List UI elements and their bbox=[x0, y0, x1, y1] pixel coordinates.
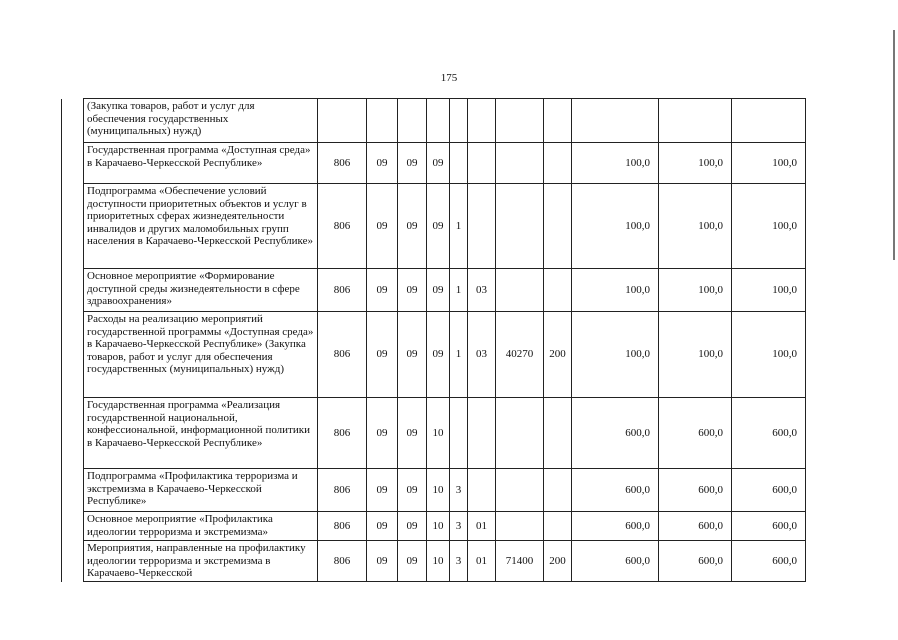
blank-cell bbox=[62, 143, 84, 184]
cell-expense-type bbox=[544, 184, 572, 269]
cell-subsection: 09 bbox=[398, 312, 427, 398]
cell-amount-2: 100,0 bbox=[659, 184, 732, 269]
cell-program: 09 bbox=[427, 269, 450, 312]
blank-cell bbox=[62, 469, 84, 512]
cell-direction bbox=[496, 469, 544, 512]
row-name: Государственная программа «Доступная среда» в Карачаево-Черкесской Республике» bbox=[84, 143, 318, 184]
cell-subprogram bbox=[450, 398, 468, 469]
cell-direction bbox=[496, 512, 544, 541]
cell-activity: 03 bbox=[468, 269, 496, 312]
table-body bbox=[62, 99, 806, 582]
cell-expense-type: 200 bbox=[544, 312, 572, 398]
cell-subsection: 09 bbox=[398, 512, 427, 541]
cell-direction: 71400 bbox=[496, 541, 544, 582]
cell-expense-type bbox=[544, 269, 572, 312]
cell-subsection: 09 bbox=[398, 541, 427, 582]
cell-section: 09 bbox=[367, 541, 398, 582]
cell-subprogram: 1 bbox=[450, 269, 468, 312]
cell-program: 09 bbox=[427, 143, 450, 184]
cell-section: 09 bbox=[367, 312, 398, 398]
cell-program: 10 bbox=[427, 512, 450, 541]
cell-expense-type bbox=[544, 512, 572, 541]
cell-expense-type bbox=[544, 143, 572, 184]
table-row bbox=[62, 512, 806, 541]
cell-ministry: 806 bbox=[318, 143, 367, 184]
table-row bbox=[62, 469, 806, 512]
cell-amount-2: 600,0 bbox=[659, 541, 732, 582]
table-row bbox=[62, 143, 806, 184]
cell-direction bbox=[496, 99, 544, 143]
cell-ministry: 806 bbox=[318, 398, 367, 469]
cell-subprogram: 3 bbox=[450, 541, 468, 582]
cell-section: 09 bbox=[367, 184, 398, 269]
cell-amount-3: 600,0 bbox=[732, 398, 806, 469]
cell-amount-1: 600,0 bbox=[572, 469, 659, 512]
cell-amount-2: 100,0 bbox=[659, 269, 732, 312]
cell-direction bbox=[496, 269, 544, 312]
cell-ministry: 806 bbox=[318, 541, 367, 582]
cell-direction bbox=[496, 143, 544, 184]
cell-amount-3: 100,0 bbox=[732, 184, 806, 269]
blank-cell bbox=[62, 269, 84, 312]
cell-amount-3: 600,0 bbox=[732, 469, 806, 512]
blank-cell bbox=[62, 541, 84, 582]
cell-amount-3: 600,0 bbox=[732, 541, 806, 582]
cell-section: 09 bbox=[367, 512, 398, 541]
table-row bbox=[62, 541, 806, 582]
cell-section: 09 bbox=[367, 269, 398, 312]
cell-activity: 03 bbox=[468, 312, 496, 398]
blank-cell bbox=[62, 184, 84, 269]
cell-section: 09 bbox=[367, 469, 398, 512]
cell-activity bbox=[468, 143, 496, 184]
cell-program: 09 bbox=[427, 312, 450, 398]
cell-program: 10 bbox=[427, 541, 450, 582]
table-row bbox=[62, 312, 806, 398]
cell-amount-1: 100,0 bbox=[572, 312, 659, 398]
cell-amount-1: 100,0 bbox=[572, 143, 659, 184]
cell-program: 10 bbox=[427, 398, 450, 469]
row-name: Расходы на реализацию мероприятий государственной программы «Доступная среда» в Карачаево-Черкесской Республике» (Закупка товаров, работ и услуг для обеспечения государственных (муниципальных) нужд) bbox=[84, 312, 318, 398]
cell-amount-1: 100,0 bbox=[572, 269, 659, 312]
cell-activity bbox=[468, 184, 496, 269]
cell-program: 10 bbox=[427, 469, 450, 512]
cell-ministry: 806 bbox=[318, 269, 367, 312]
cell-subsection bbox=[398, 99, 427, 143]
cell-amount-1: 600,0 bbox=[572, 541, 659, 582]
cell-program: 09 bbox=[427, 184, 450, 269]
table-row bbox=[62, 184, 806, 269]
cell-subprogram bbox=[450, 143, 468, 184]
cell-ministry: 806 bbox=[318, 469, 367, 512]
cell-direction: 40270 bbox=[496, 312, 544, 398]
row-name: Мероприятия, направленные на профилактику идеологии терроризма и экстремизма в Карачаево-Черкесской bbox=[84, 541, 318, 582]
cell-activity bbox=[468, 99, 496, 143]
cell-subprogram: 1 bbox=[450, 312, 468, 398]
scan-edge-mark bbox=[893, 30, 895, 260]
cell-amount-2: 100,0 bbox=[659, 143, 732, 184]
cell-activity bbox=[468, 398, 496, 469]
cell-amount-3: 100,0 bbox=[732, 312, 806, 398]
cell-direction bbox=[496, 398, 544, 469]
cell-section: 09 bbox=[367, 398, 398, 469]
cell-expense-type: 200 bbox=[544, 541, 572, 582]
cell-amount-2: 100,0 bbox=[659, 312, 732, 398]
cell-activity bbox=[468, 469, 496, 512]
cell-activity: 01 bbox=[468, 541, 496, 582]
cell-subsection: 09 bbox=[398, 184, 427, 269]
blank-cell bbox=[62, 512, 84, 541]
cell-expense-type bbox=[544, 398, 572, 469]
page-number: 175 bbox=[440, 72, 458, 84]
cell-subsection: 09 bbox=[398, 469, 427, 512]
cell-activity: 01 bbox=[468, 512, 496, 541]
cell-subprogram: 3 bbox=[450, 469, 468, 512]
cell-amount-1: 600,0 bbox=[572, 512, 659, 541]
cell-program bbox=[427, 99, 450, 143]
cell-subsection: 09 bbox=[398, 398, 427, 469]
cell-section: 09 bbox=[367, 143, 398, 184]
cell-amount-2: 600,0 bbox=[659, 512, 732, 541]
row-name: Подпрограмма «Профилактика терроризма и экстремизма в Карачаево-Черкесской Республике» bbox=[84, 469, 318, 512]
cell-expense-type bbox=[544, 469, 572, 512]
cell-ministry: 806 bbox=[318, 184, 367, 269]
cell-amount-2: 600,0 bbox=[659, 398, 732, 469]
cell-direction bbox=[496, 184, 544, 269]
blank-cell bbox=[62, 398, 84, 469]
cell-subprogram: 1 bbox=[450, 184, 468, 269]
cell-subsection: 09 bbox=[398, 143, 427, 184]
row-name: Государственная программа «Реализация государственной национальной, конфессиональной, информационной политики в Карачаево-Черкесской Республике» bbox=[84, 398, 318, 469]
cell-ministry bbox=[318, 99, 367, 143]
cell-subprogram: 3 bbox=[450, 512, 468, 541]
cell-subsection: 09 bbox=[398, 269, 427, 312]
cell-amount-1 bbox=[572, 99, 659, 143]
cell-amount-2: 600,0 bbox=[659, 469, 732, 512]
cell-ministry: 806 bbox=[318, 512, 367, 541]
cell-amount-3 bbox=[732, 99, 806, 143]
blank-cell bbox=[62, 312, 84, 398]
budget-table bbox=[61, 98, 806, 582]
row-name: (Закупка товаров, работ и услуг для обеспечения государственных (муниципальных) нужд) bbox=[84, 99, 318, 143]
budget-table-container bbox=[61, 98, 806, 582]
row-name: Подпрограмма «Обеспечение условий доступности приоритетных объектов и услуг в приоритетных сферах жизнедеятельности инвалидов и других маломобильных групп населения в Карачаево-Черкесской Республике» bbox=[84, 184, 318, 269]
blank-cell bbox=[62, 99, 84, 143]
cell-subprogram bbox=[450, 99, 468, 143]
cell-expense-type bbox=[544, 99, 572, 143]
cell-amount-3: 100,0 bbox=[732, 143, 806, 184]
cell-amount-3: 100,0 bbox=[732, 269, 806, 312]
cell-amount-3: 600,0 bbox=[732, 512, 806, 541]
cell-ministry: 806 bbox=[318, 312, 367, 398]
table-row bbox=[62, 398, 806, 469]
table-row bbox=[62, 99, 806, 143]
table-row bbox=[62, 269, 806, 312]
row-name: Основное мероприятие «Формирование доступной среды жизнедеятельности в сфере здравоохранения» bbox=[84, 269, 318, 312]
cell-section bbox=[367, 99, 398, 143]
cell-amount-1: 100,0 bbox=[572, 184, 659, 269]
cell-amount-1: 600,0 bbox=[572, 398, 659, 469]
row-name: Основное мероприятие «Профилактика идеологии терроризма и экстремизма» bbox=[84, 512, 318, 541]
cell-amount-2 bbox=[659, 99, 732, 143]
